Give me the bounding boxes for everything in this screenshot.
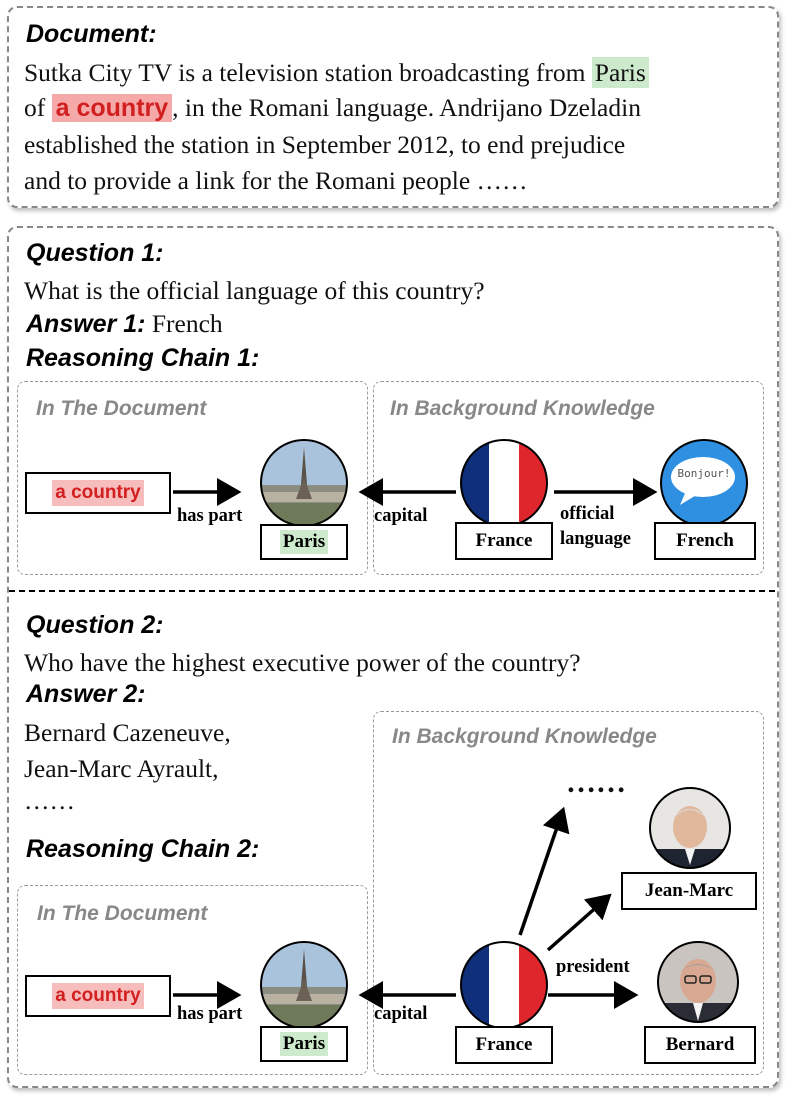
bonjour-text: Bonjour! [677,467,731,480]
chain-1-paris-label: Paris [280,530,328,554]
chain-1-france-label: France [475,530,533,551]
country-highlight: a country [52,94,173,122]
reasoning-chain-1-header: Reasoning Chain 1: [26,344,260,372]
bernard-label: Bernard [665,1034,735,1055]
answer-1-header: Answer 1: [26,310,146,338]
chain-2-jean-marc-arrow [548,896,609,950]
chain-2-document-title: In The Document [37,902,208,925]
chain-1-background-title: In Background Knowledge [390,397,655,420]
answer-2-line-3: …… [24,786,75,815]
chain-2-paris-label: Paris [280,1032,328,1056]
document-line-3: established the station in September 2012, to end prejudice [24,130,626,159]
chain-1-official-word: official [560,504,615,524]
answer-2-line-1: Bernard Cazeneuve, [24,718,231,747]
document-line-2-pre: of [24,93,52,122]
document-line-4: and to provide a link for the Romani people …… [24,166,528,195]
chain-2-background-title: In Background Knowledge [392,725,657,748]
document-line-1-text: Sutka City TV is a television station broadcasting from [24,58,592,87]
question-1-header: Question 1: [26,239,164,267]
reasoning-chain-2-header: Reasoning Chain 2: [26,835,260,863]
document-line-2-post: , in the Romani language. Andrijano Dzeladin [172,93,641,122]
document-header: Document: [26,20,157,48]
chain-2-has-part-label: has part [177,1004,243,1024]
chain-2-country-label: a country [52,983,144,1009]
question-2-text: Who have the highest executive power of the country? [24,648,581,677]
chain-2-france-label: France [475,1034,533,1055]
chain-1-has-part-label: has part [177,506,243,526]
chain-1-language-word: language [560,529,631,549]
chain-1-french-label: French [676,530,734,551]
paris-highlight: Paris [592,57,649,88]
chain-1-document-title: In The Document [36,397,207,420]
answer-2-header: Answer 2: [26,680,146,708]
question-2-header: Question 2: [26,611,164,639]
chain-1-country-label: a country [52,480,144,506]
answer-1-text: French [145,309,223,338]
jean-marc-label: Jean-Marc [644,880,734,901]
chain-2-ellipsis-arrow [520,810,563,935]
chain-1-capital-label: capital [374,506,428,526]
chain-2-capital-label: capital [374,1004,428,1024]
answer-2-line-2: Jean-Marc Ayrault, [24,754,219,783]
chain-2-president-label: president [556,957,630,977]
question-1-text: What is the official language of this country? [24,276,485,305]
chain-2-ellipsis: …… [566,766,626,799]
